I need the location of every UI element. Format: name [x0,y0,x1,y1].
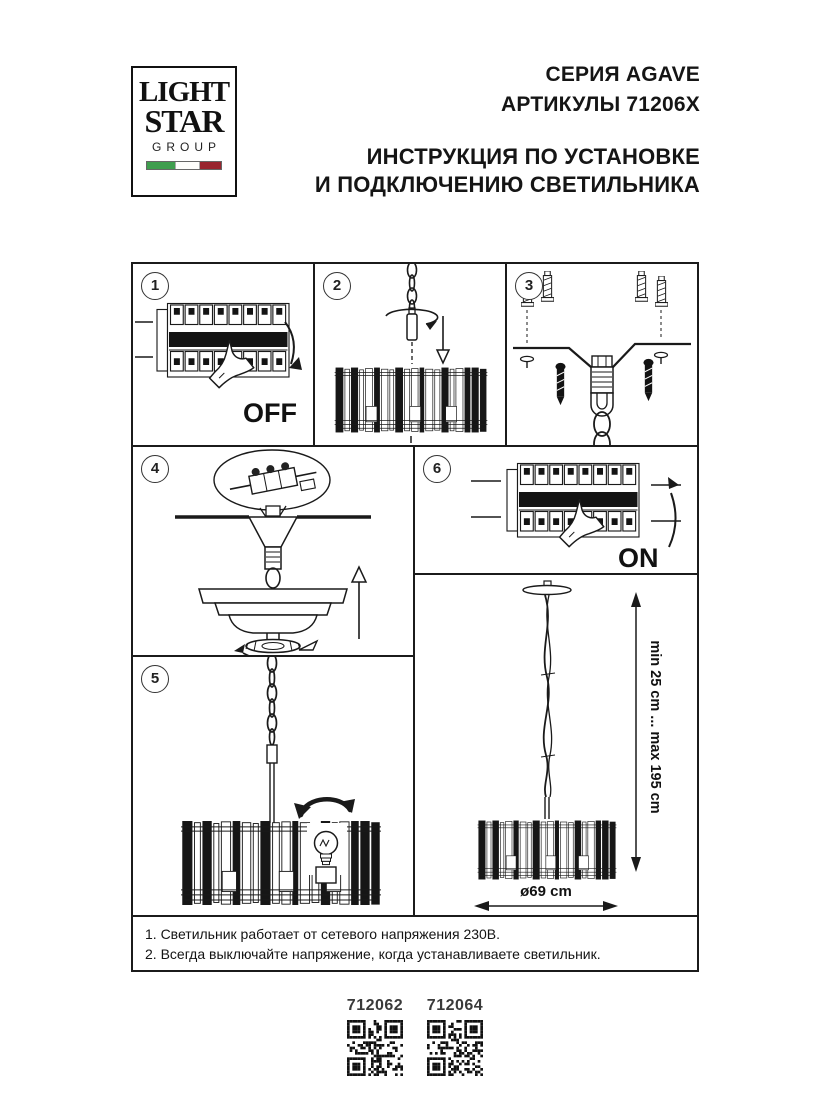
product-712064 [426,997,484,1081]
bulb-installation-drawing [133,657,413,915]
socket-icon [316,867,336,883]
articles-title: АРТИКУЛЫ 71206X [501,93,700,116]
step-4-number: 4 [141,455,169,483]
dimension-drawing [415,575,697,915]
step-4-panel [133,447,415,657]
instruction-grid [131,262,699,972]
logo-light: LIGHT [138,76,230,108]
logo-star: STAR [144,103,224,139]
step-3-panel [507,264,697,447]
wall-anchor-icon [541,271,554,301]
product-code-label: 712064 [426,997,484,1014]
qr-code [347,1020,403,1076]
wall-anchor-icon [635,271,648,301]
product-codes [131,997,699,1081]
on-label: ON [618,543,659,573]
instruction-title: ИНСТРУКЦИЯ ПО УСТАНОВКЕ И ПОДКЛЮЧЕНИЮ СВЕТИЛЬНИКА [314,144,700,197]
ceiling-canopy-icon [523,586,571,595]
step-2-panel [315,264,507,447]
threaded-nipple-icon [265,547,281,569]
canopy-icon [199,589,347,603]
chain-icon [408,264,417,314]
circuit-breaker-on-drawing [415,447,697,573]
wiring-and-canopy-drawing [133,447,413,655]
lightstar-logo [131,66,237,197]
logo-group: GROUP [151,140,221,154]
dimensions-panel [415,575,697,917]
crystal-shade-icon [181,821,381,905]
product-code-label: 712062 [346,997,404,1014]
series-title: СЕРИЯ AGAVE [545,63,700,86]
step-6-number: 6 [423,455,451,483]
off-label: OFF [243,398,297,428]
hex-bolt-icon [592,356,612,367]
mounting-screw-icon [555,363,565,405]
threaded-coupler-icon [591,367,613,393]
qr-code [427,1020,483,1076]
up-arrow-icon [352,567,366,582]
step-3-number: 3 [515,272,543,300]
note-2: 2. Всегда выключайте напряжение, когда устанавливаете светильник. [145,946,601,962]
step-1-panel [133,264,315,447]
mounting-screw-icon [643,359,653,401]
step-5-number: 5 [141,665,169,693]
crystal-shade-icon [478,821,617,879]
notes-section [133,917,697,970]
wall-anchor-icon [655,276,668,306]
product-712062 [346,997,404,1081]
crystal-shade-icon [335,368,488,432]
cone-icon [249,517,297,547]
height-dimension-line [631,592,641,607]
diameter-label: ø69 cm [520,883,572,900]
series-block [501,60,700,120]
note-1: 1. Светильник работает от сетевого напряжения 230В. [145,926,501,942]
height-range-label: min 25 cm ... max 195 cm [647,640,663,814]
switch-up-arrow-icon [669,493,676,547]
connector-sleeve [267,745,277,763]
italian-flag-icon [146,161,222,170]
step-2-number: 2 [323,272,351,300]
hook-icon [266,568,280,588]
light-bulb-icon [315,832,338,855]
chain-icon [268,657,277,745]
step-1-number: 1 [141,272,169,300]
step-5-panel [133,657,415,917]
connector-sleeve [407,314,417,340]
tighten-rotation-arrow-icon [243,653,279,655]
step-6-panel [415,447,697,575]
